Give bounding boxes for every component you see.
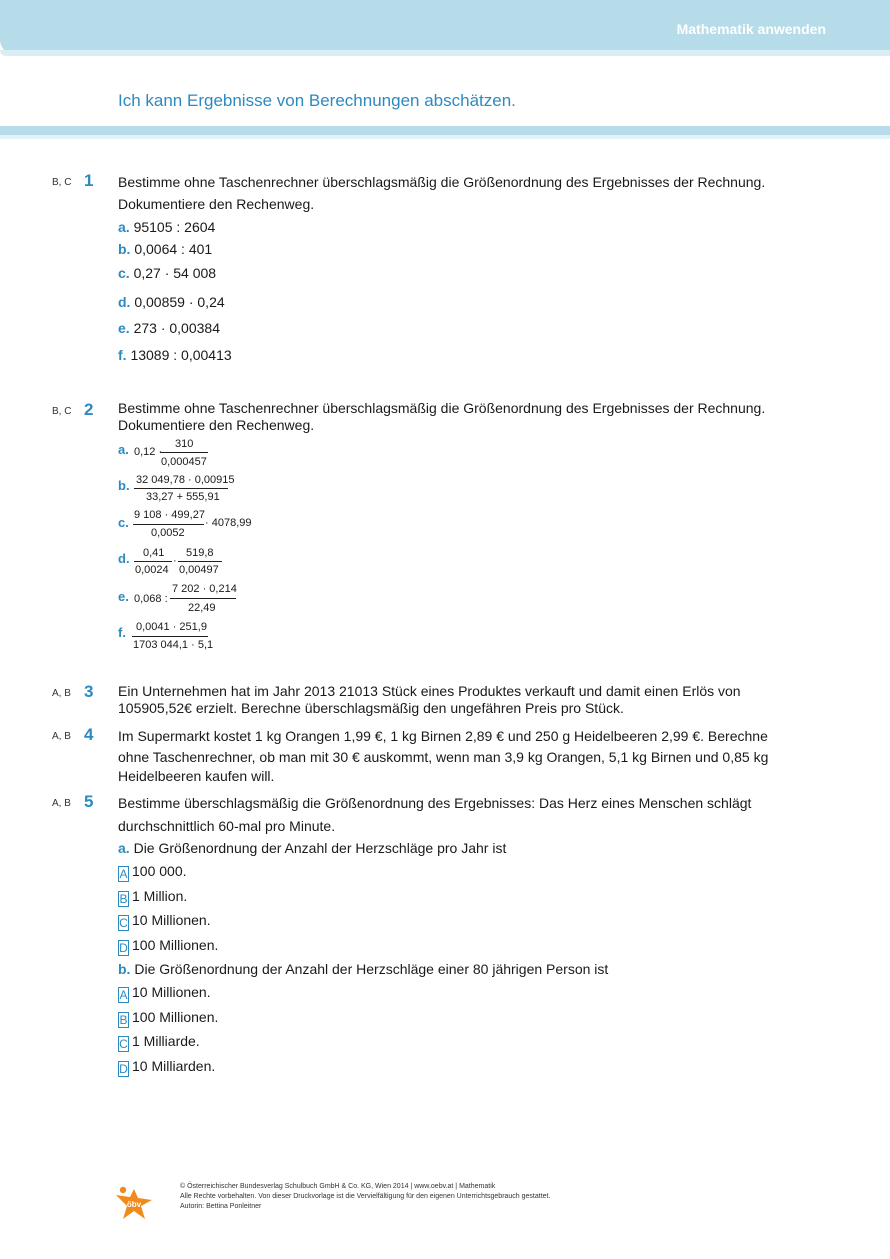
task1-item-b: b. 0,0064 : 401	[118, 241, 213, 257]
footer	[180, 1182, 550, 1212]
task1-item-f: f. 13089 : 0,00413	[118, 347, 232, 363]
task5-number: 5	[84, 792, 94, 811]
task2-d-denominator1: 0,0024	[135, 564, 169, 576]
task5-text-line1: Bestimme überschlagsmäßig die Größenordnung des Ergebnisses: Das Herz eines Menschen schlägt	[118, 795, 752, 811]
footer-author: Autorin: Bettina Ponleitner	[180, 1203, 262, 1210]
task5-b-option-a[interactable]: A 10 Millionen.	[119, 984, 211, 1002]
task3-text-line1: Ein Unternehmen hat im Jahr 2013 21013 Stück eines Produktes verkauft und damit einen Erlös von	[118, 683, 741, 699]
option-checkbox[interactable]: D	[119, 1062, 128, 1076]
task5-b-option-d[interactable]: D 10 Milliarden.	[119, 1058, 216, 1076]
task2-c-letter: c.	[118, 515, 129, 530]
task2-c-fraction-bar	[133, 524, 204, 525]
task5-a-option-d[interactable]: D 100 Millionen.	[119, 937, 219, 955]
task2-a-pre: 0,12 ·	[134, 446, 163, 458]
task1-number: 1	[84, 171, 94, 190]
task2-d-letter: d.	[118, 551, 130, 566]
task2-f-numerator: 0,0041 · 251,9	[136, 621, 207, 633]
task1-item-a: a. 95105 : 2604	[118, 219, 216, 235]
option-checkbox[interactable]: C	[119, 916, 128, 930]
task1-level: B, C	[52, 177, 72, 188]
logo-text: öbv	[126, 1200, 142, 1209]
task2-level: B, C	[52, 406, 72, 417]
task5-a-option-c[interactable]: C 10 Millionen.	[119, 912, 211, 930]
task2-d-operator: ·	[173, 555, 177, 567]
task4-text-line1: Im Supermarkt kostet 1 kg Orangen 1,99 €, 1 kg Birnen 2,89 € und 250 g Heidelbeeren 2,99 €. Berechne	[118, 728, 768, 744]
title-divider	[0, 126, 890, 135]
task1-text-line2: Dokumentiere den Rechenweg.	[118, 196, 315, 212]
task5-a-option-b[interactable]: B 1 Million.	[119, 888, 188, 906]
task2-d-fraction-bar1	[134, 561, 172, 562]
task2-b-fraction-bar	[134, 488, 228, 489]
task2-f-letter: f.	[118, 625, 126, 640]
header-title: Mathematik anwenden	[676, 21, 826, 37]
task2-c-numerator: 9 108 · 499,27	[134, 509, 205, 521]
task5-a-option-a[interactable]: A 100 000.	[119, 863, 187, 881]
task2-f-fraction-bar	[132, 636, 208, 637]
task3-text-line2: 105905,52€ erzielt. Berechne überschlagsmäßig den ungefähren Preis pro Stück.	[118, 700, 624, 716]
option-checkbox[interactable]: D	[119, 941, 128, 955]
task5-text-line2: durchschnittlich 60-mal pro Minute.	[118, 818, 336, 834]
task2-f-denominator: 1703 044,1 · 5,1	[133, 639, 214, 651]
task5-a-question: a. Die Größenordnung der Anzahl der Herzschläge pro Jahr ist	[118, 840, 507, 856]
task4-number: 4	[84, 725, 94, 744]
task2-a-denominator: 0,000457	[161, 456, 207, 468]
task2-number: 2	[84, 400, 94, 419]
task3-level: A, B	[52, 688, 71, 699]
task1-item-c: c. 0,27 · 54 008	[118, 265, 217, 281]
task2-e-numerator: 7 202 · 0,214	[172, 583, 237, 595]
option-checkbox[interactable]: A	[119, 867, 128, 881]
task2-d-numerator2: 519,8	[186, 547, 214, 559]
task4-text-line3: Heidelbeeren kaufen will.	[118, 768, 275, 784]
task5-b-question: b. Die Größenordnung der Anzahl der Herzschläge einer 80 jährigen Person ist	[118, 961, 609, 977]
task1-item-e: e. 273 · 0,00384	[118, 320, 220, 336]
task2-d-numerator1: 0,41	[143, 547, 165, 559]
option-checkbox[interactable]: C	[119, 1037, 128, 1051]
task5-b-option-c[interactable]: C 1 Milliarde.	[119, 1033, 200, 1051]
task2-b-letter: b.	[118, 478, 130, 493]
task2-a-fraction-bar	[160, 452, 208, 453]
task2-b-denominator: 33,27 + 555,91	[146, 491, 220, 503]
task2-a-numerator: 310	[175, 438, 194, 450]
task2-d-denominator2: 0,00497	[179, 564, 219, 576]
task2-text-line1: Bestimme ohne Taschenrechner überschlagsmäßig die Größenordnung des Ergebnisses der Rechnung.	[118, 400, 766, 416]
task2-d-fraction-bar2	[178, 561, 222, 562]
option-checkbox[interactable]: A	[119, 988, 128, 1002]
oebv-logo-icon	[114, 1186, 154, 1220]
footer-rights: Alle Rechte vorbehalten. Von dieser Druckvorlage ist die Vervielfältigung für den eigenen Unterrichtsgebrauch gestattet.	[180, 1193, 551, 1200]
option-checkbox[interactable]: B	[119, 892, 128, 906]
option-checkbox[interactable]: B	[119, 1013, 128, 1027]
task4-level: A, B	[52, 731, 71, 742]
task2-c-post: · 4078,99	[205, 517, 252, 529]
task2-c-denominator: 0,0052	[151, 527, 185, 539]
task3-number: 3	[84, 682, 94, 701]
task1-text-line1: Bestimme ohne Taschenrechner überschlagsmäßig die Größenordnung des Ergebnisses der Rechnung.	[118, 174, 766, 190]
task2-e-denominator: 22,49	[188, 602, 216, 614]
task2-text-line2: Dokumentiere den Rechenweg.	[118, 417, 315, 433]
task4-text-line2: ohne Taschenrechner, ob man mit 30 € auskommt, wenn man 3,9 kg Orangen, 5,1 kg Birnen und 0,85 kg	[118, 749, 769, 765]
footer-copyright: © Österreichischer Bundesverlag Schulbuch GmbH & Co. KG, Wien 2014 | www.oebv.at | Mathematik	[180, 1183, 496, 1190]
page-subtitle: Ich kann Ergebnisse von Berechnungen abschätzen.	[118, 91, 516, 110]
task2-b-numerator: 32 049,78 · 0,00915	[136, 474, 235, 486]
task2-e-fraction-bar	[170, 598, 236, 599]
task5-b-option-b[interactable]: B 100 Millionen.	[119, 1009, 219, 1027]
task5-level: A, B	[52, 798, 71, 809]
task2-e-pre: 0,068 :	[134, 593, 168, 605]
task2-e-letter: e.	[118, 589, 129, 604]
task2-a-letter: a.	[118, 442, 129, 457]
task1-item-d: d. 0,00859 · 0,24	[118, 294, 225, 310]
